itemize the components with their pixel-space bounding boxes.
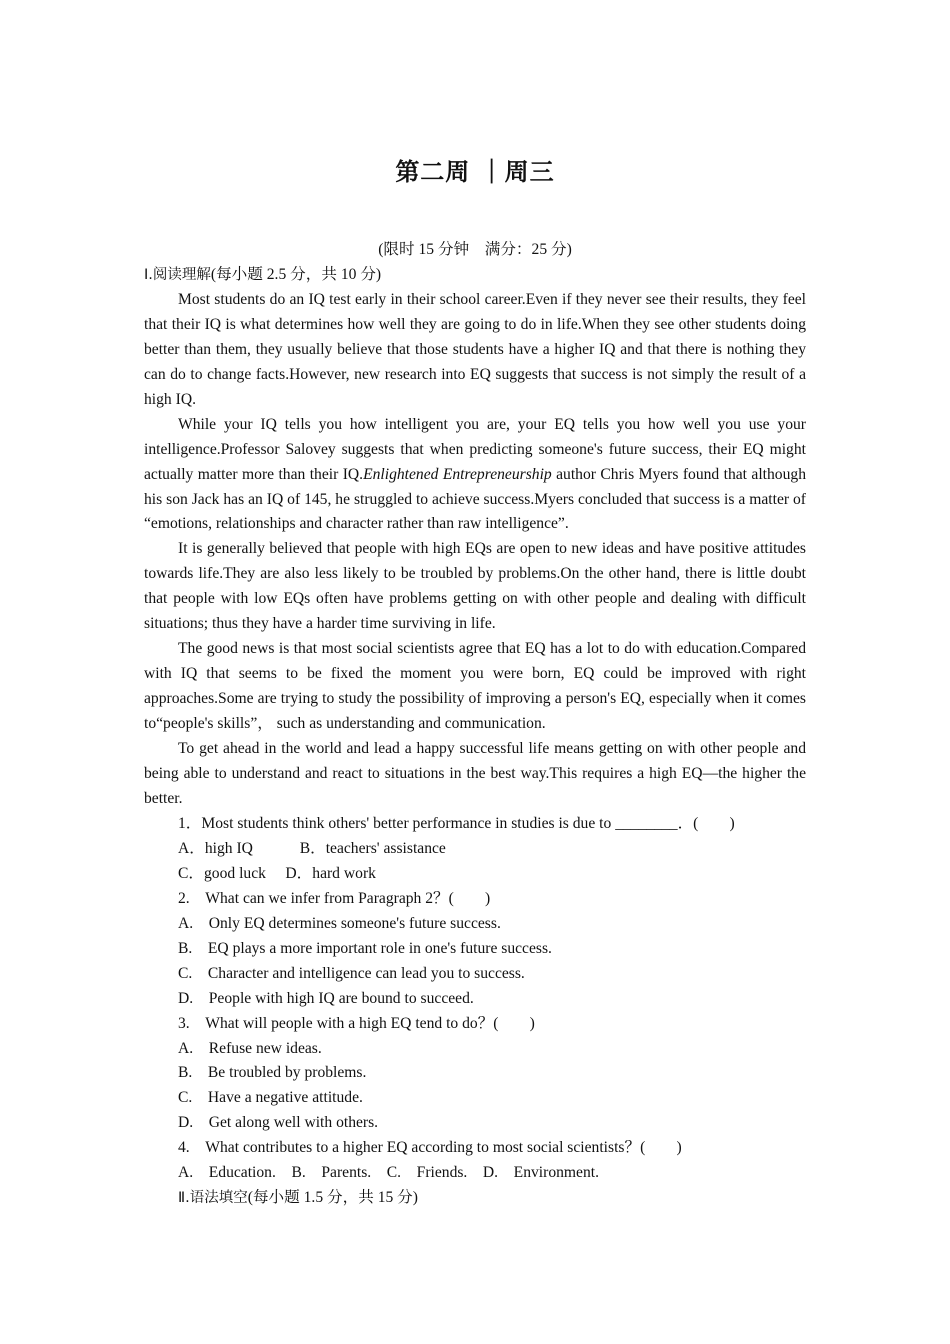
- section-grammar-label: Ⅱ.语法填空: [178, 1190, 248, 1207]
- time-limit-subtitle: (限时 15 分钟 满分：25 分): [378, 241, 572, 258]
- passage-paragraph-5: To get ahead in the world and lead a happy successful life means getting on with other people and being able to understand and react to situations in the best way.This requires a high EQ—the higher the better.: [144, 740, 806, 807]
- section-grammar-note: (每小题 1.5 分，共 15 分): [247, 1189, 418, 1207]
- passage-paragraph-2: [144, 413, 806, 538]
- passage-paragraph-1: Most students do an IQ test early in their school career.Even if they never see their results, they feel that their IQ is what determines how well they are going to do in life.When they see other students doing better than them, they usually believe that those students have a higher IQ and that there is nothing they can do to change facts.However, new research into EQ suggests that success is not simply the result of a high IQ.: [144, 290, 806, 408]
- question-list: [144, 812, 806, 1186]
- question-line: B. EQ plays a more important role in one's future success.: [178, 939, 552, 957]
- section-reading-label: Ⅰ.阅读理解: [144, 266, 211, 283]
- question-line: C. Have a negative attitude.: [178, 1089, 363, 1107]
- page-title: 第二周 ｜周三: [395, 158, 555, 186]
- section-grammar-heading: [144, 1186, 806, 1211]
- passage-paragraph-3: It is generally believed that people with high EQs are open to new ideas and have positive attitudes towards life.They are also less likely to be troubled by problems.On the other hand, there is little doubt that people with low EQs often have problems getting on with other people and dealing with difficult situations; thus they have a harder time surviving in life.: [144, 540, 806, 633]
- question-line: B. Be troubled by problems.: [178, 1064, 367, 1082]
- book-title: Enlightened Entrepreneurship: [363, 465, 552, 483]
- section-reading-heading: [144, 263, 806, 288]
- question-line: A. Education. B. Parents. C. Friends. D. Environment.: [178, 1164, 599, 1182]
- question-line: 4. What contributes to a higher EQ according to most social scientists？( ): [178, 1139, 682, 1157]
- question-line: 1．Most students think others' better performance in studies is due to ________．( ): [178, 814, 735, 832]
- section-reading-note: (每小题 2.5 分，共 10 分): [210, 265, 382, 283]
- question-line: D. Get along well with others.: [178, 1114, 379, 1132]
- question-line: 3. What will people with a high EQ tend to do？( ): [178, 1014, 535, 1032]
- question-line: C. Character and intelligence can lead you to success.: [178, 964, 525, 982]
- passage-paragraph-4: The good news is that most social scientists agree that EQ has a lot to do with education.Compared with IQ that seems to be fixed the moment you were born, EQ could be improved with right approaches.Some are trying to study the possibility of improving a person's EQ, especially when it comes to“people's skills”， such as understanding and communication.: [144, 640, 806, 733]
- question-line: C．good luck D．hard work: [178, 864, 376, 882]
- question-line: D. People with high IQ are bound to succeed.: [178, 989, 474, 1007]
- question-line: A. Only EQ determines someone's future success.: [178, 914, 501, 932]
- paragraph-2-text-before: While your IQ tells you how intelligent you are, your EQ tells you how well you use your intelligence.Professor Salovey suggests that when predicting someone's future success, their EQ might actually matter more than their IQ.: [144, 415, 806, 483]
- question-line: 2. What can we infer from Paragraph 2？( ): [178, 889, 491, 907]
- question-line: A. Refuse new ideas.: [178, 1039, 322, 1057]
- document-body: [144, 238, 806, 1211]
- question-line: A．high IQ B．teachers' assistance: [178, 839, 446, 857]
- paragraph-2-text-after: author Chris Myers found that although his son Jack has an IQ of 145, he struggled to achieve success.Myers concluded that success is a matter of “emotions, relationships and character rather than raw intelligence”.: [144, 465, 806, 533]
